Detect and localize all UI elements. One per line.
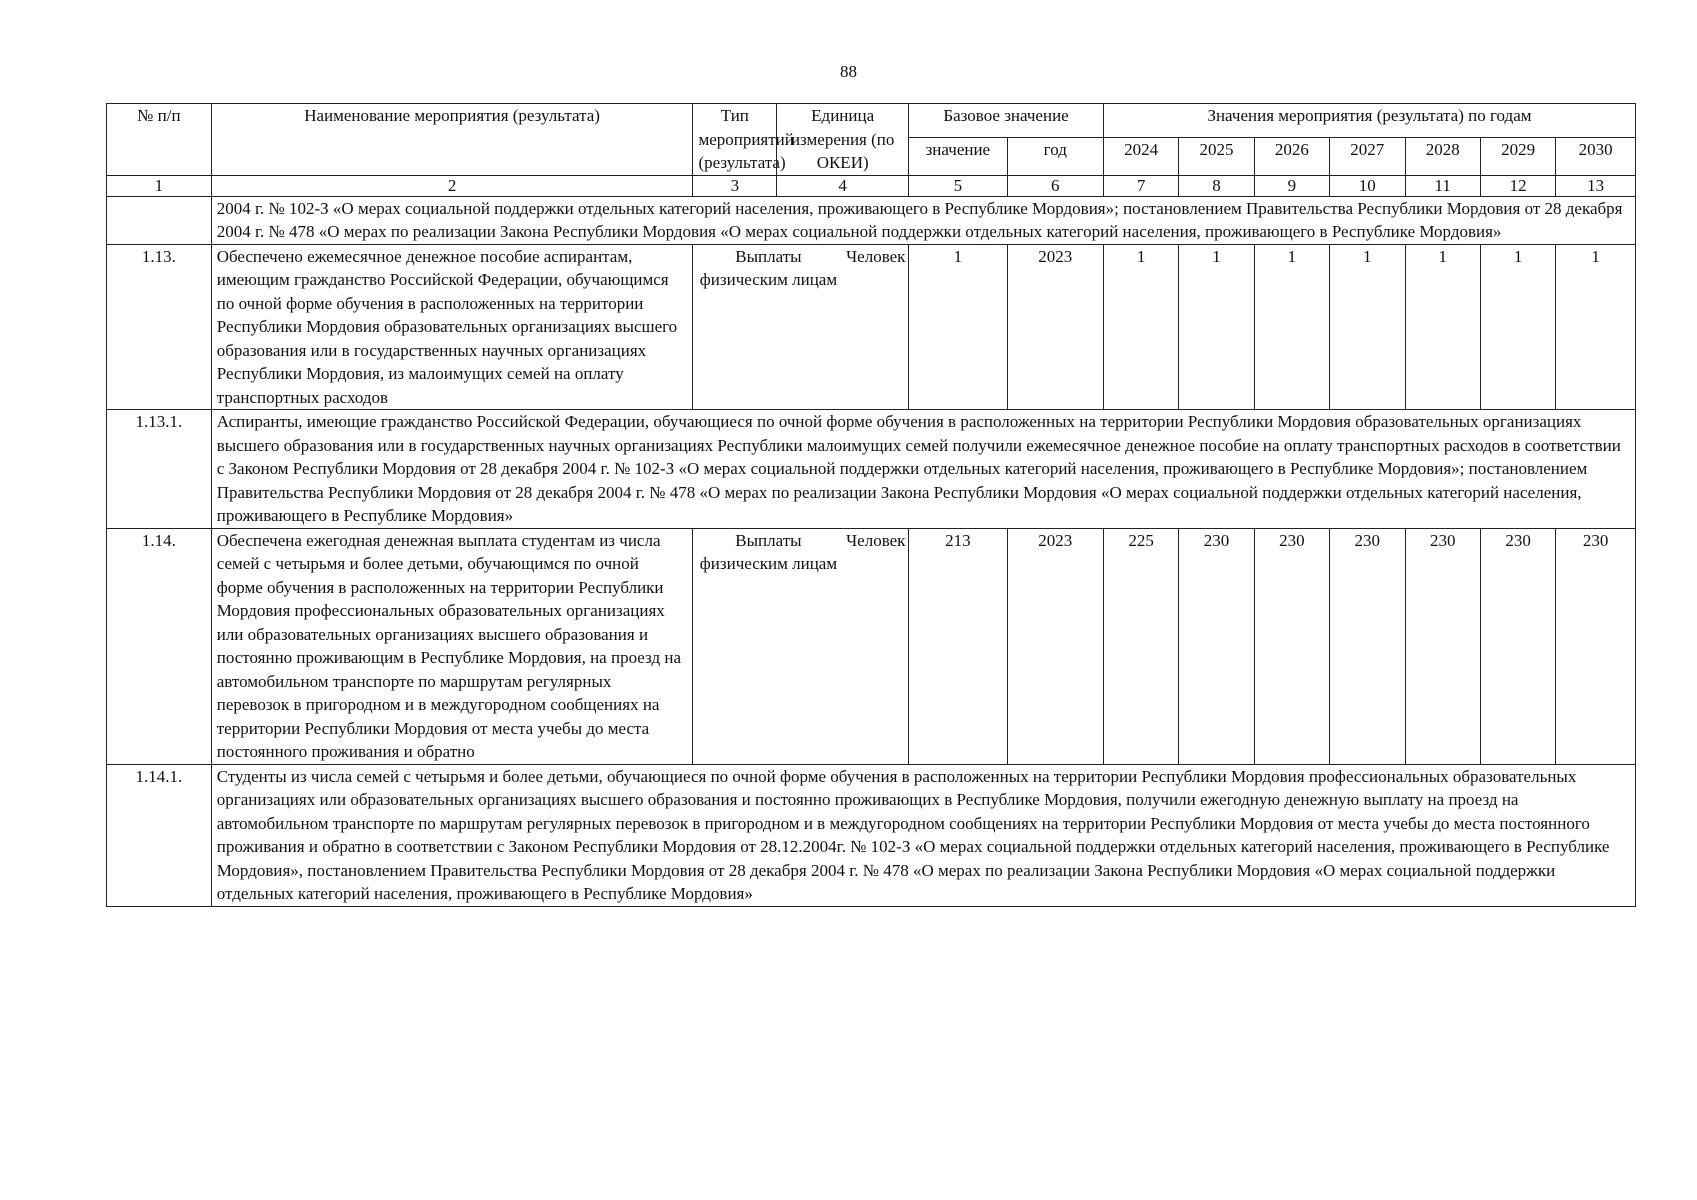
header-type: Тип мероприятий (результата) — [693, 104, 777, 176]
header-unit: Единица измерения (по ОКЕИ) — [777, 104, 909, 176]
row-base-value: 213 — [909, 528, 1007, 764]
row-number — [107, 196, 212, 244]
row-year-value: 1 — [1480, 244, 1555, 410]
row-base-value: 1 — [909, 244, 1007, 410]
column-index: 13 — [1556, 175, 1636, 196]
row-name: Обеспечена ежегодная денежная выплата студентам из числа семей с четырьмя и более детьми, обучающимся по очной форме обучения в расположенных на территории Республики Мордовия профессиональных образовательных организациях или образовательных организациях высшего образования и постоянно проживающим в Республике Мордовия, на проезд на автомобильном транспорте по маршрутам регулярных перевозок в пригородном и в междугородном сообщениях на территории Республики Мордовия от места учебы до места постоянного проживания и обратно — [211, 528, 693, 764]
header-year: 2026 — [1254, 138, 1329, 175]
row-year-value: 230 — [1480, 528, 1555, 764]
header-base-value: значение — [909, 138, 1007, 175]
column-index: 8 — [1179, 175, 1254, 196]
header-year: 2030 — [1556, 138, 1636, 175]
column-index: 10 — [1330, 175, 1405, 196]
table-row — [107, 764, 1636, 906]
table-row — [107, 244, 1636, 410]
row-year-value: 230 — [1330, 528, 1405, 764]
row-unit: Человек — [846, 246, 906, 266]
row-description: Аспиранты, имеющие гражданство Российской Федерации, обучающиеся по очной форме обучения в расположенных на территории Республики Мордовия образовательных организациях высшего образования или в государственных научных организациях Республики малоимущих семей получили ежемесячное денежное пособие на оплату транспортных расходов в соответствии с Законом Республики Мордовия от 28 декабря 2004 г. № 102-З «О мерах социальной поддержки отдельных категорий населения, проживающего в Республике Мордовия»; постановлением Правительства Республики Мордовия от 28 декабря 2004 г. № 478 «О мерах по реализации Закона Республики Мордовия «О мерах социальной поддержки отдельных категорий населения, проживающего в Республике Мордовия» — [211, 410, 1635, 529]
row-type-unit — [693, 528, 909, 764]
header-base-year: год — [1007, 138, 1103, 175]
row-year-value: 230 — [1179, 528, 1254, 764]
row-number: 1.14. — [107, 528, 212, 764]
row-year-value: 1 — [1254, 244, 1329, 410]
row-description: 2004 г. № 102-З «О мерах социальной поддержки отдельных категорий населения, проживающего в Республике Мордовия»; постановлением Правительства Республики Мордовия от 28 декабря 2004 г. № 478 «О мерах по реализации Закона Республики Мордовия «О мерах социальной поддержки отдельных категорий населения, проживающего в Республике Мордовия» — [211, 196, 1635, 244]
row-year-value: 1 — [1330, 244, 1405, 410]
table-row — [107, 196, 1636, 244]
header-year: 2028 — [1405, 138, 1480, 175]
row-year-value: 1 — [1405, 244, 1480, 410]
row-type: Выплаты физическим лицам — [699, 530, 838, 573]
column-index: 9 — [1254, 175, 1329, 196]
row-type-unit — [693, 244, 909, 410]
row-year-value: 230 — [1405, 528, 1480, 764]
header-year: 2029 — [1480, 138, 1555, 175]
page-number: 88 — [840, 62, 857, 81]
row-description: Студенты из числа семей с четырьмя и более детьми, обучающиеся по очной форме обучения в расположенных на территории Республики Мордовия профессиональных образовательных организациях или образовательных организациях высшего образования и постоянно проживающих в Республике Мордовия, получили ежегодную денежную выплату на проезд на автомобильном транспорте по маршрутам регулярных перевозок в пригородном и в междугородном сообщениях на территории Республики Мордовия от места учебы до места постоянного проживания и обратно в соответствии с Законом Республики Мордовия от 28.12.2004г. № 102-З «О мерах социальной поддержки отдельных категорий населения, проживающего в Республике Мордовия», постановлением Правительства Республики Мордовия от 28 декабря 2004 г. № 478 «О мерах по реализации Закона Республики Мордовия «О мерах социальной поддержки отдельных категорий населения, проживающего в Республике Мордовия» — [211, 764, 1635, 906]
table-row — [107, 528, 1636, 764]
row-base-year: 2023 — [1007, 244, 1103, 410]
header-base: Базовое значение — [909, 104, 1104, 138]
column-index: 1 — [107, 175, 212, 196]
column-index: 4 — [777, 175, 909, 196]
row-name: Обеспечено ежемесячное денежное пособие аспирантам, имеющим гражданство Российской Федерации, обучающимся по очной форме обучения в расположенных на территории Республики Мордовия образовательных организациях высшего образования или в государственных научных организациях Республики Мордовия, из малоимущих семей на оплату транспортных расходов — [211, 244, 693, 410]
row-year-value: 225 — [1103, 528, 1178, 764]
column-index-row — [107, 175, 1636, 196]
row-base-year: 2023 — [1007, 528, 1103, 764]
results-table — [106, 103, 1636, 907]
column-index: 7 — [1103, 175, 1178, 196]
header-number: № п/п — [107, 104, 212, 176]
row-year-value: 230 — [1556, 528, 1636, 764]
row-unit: Человек — [846, 530, 906, 550]
row-year-value: 1 — [1556, 244, 1636, 410]
header-year: 2027 — [1330, 138, 1405, 175]
row-year-value: 230 — [1254, 528, 1329, 764]
row-year-value: 1 — [1103, 244, 1178, 410]
header-years: Значения мероприятия (результата) по годам — [1103, 104, 1635, 138]
header-year: 2024 — [1103, 138, 1178, 175]
column-index: 11 — [1405, 175, 1480, 196]
header-year: 2025 — [1179, 138, 1254, 175]
row-type: Выплаты физическим лицам — [699, 246, 838, 289]
column-index: 6 — [1007, 175, 1103, 196]
row-number: 1.13. — [107, 244, 212, 410]
row-number: 1.14.1. — [107, 764, 212, 906]
row-year-value: 1 — [1179, 244, 1254, 410]
table-row — [107, 410, 1636, 529]
row-number: 1.13.1. — [107, 410, 212, 529]
column-index: 3 — [693, 175, 777, 196]
column-index: 12 — [1480, 175, 1555, 196]
column-index: 2 — [211, 175, 693, 196]
column-index: 5 — [909, 175, 1007, 196]
header-name: Наименование мероприятия (результата) — [211, 104, 693, 176]
